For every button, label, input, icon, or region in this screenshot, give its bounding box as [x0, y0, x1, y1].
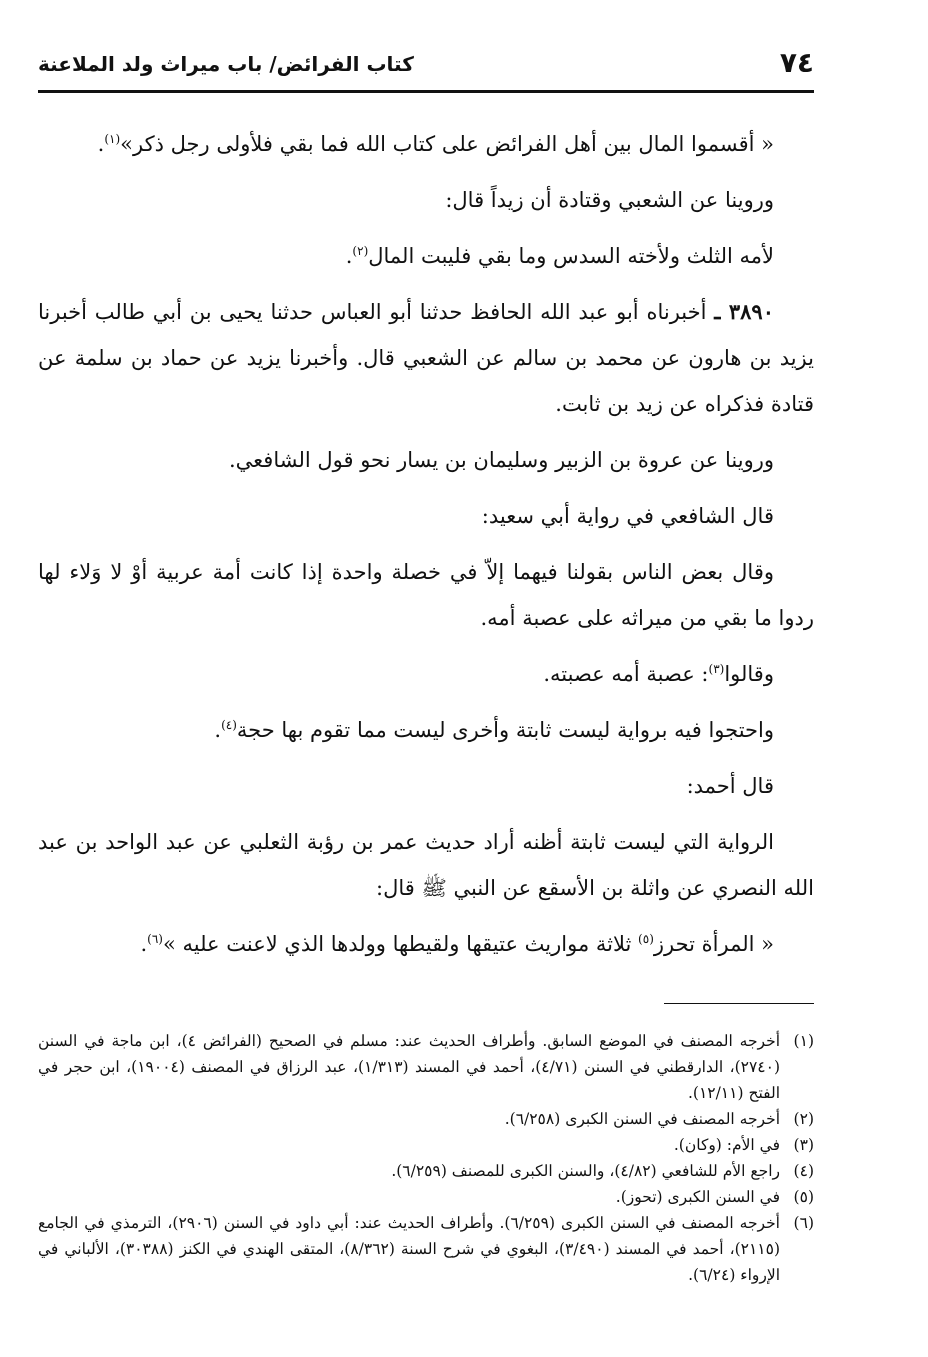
narration-paragraph — [38, 493, 814, 539]
paragraph-tail: . — [97, 132, 105, 156]
paragraph-text: وروينا عن الشعبي وقتادة أن زيداً قال: — [445, 188, 774, 212]
footnote-text: أخرجه المصنف في السنن الكبرى (٦/٢٥٨). — [504, 1110, 780, 1128]
paragraph-text: أخبرناه أبو عبد الله الحافظ حدثنا أبو العباس حدثنا يحيى بن أبي طالب أخبرنا يزيد بن هارون عن محمد بن سالم عن الشعبي قال. وأخبرنا يزيد عن حماد بن سلمة عن قتادة فذكراه عن زيد بن ثابت. — [38, 300, 814, 416]
footnote-text: في السنن الكبرى (تحوز). — [615, 1188, 780, 1206]
paragraph-text: واحتجوا فيه برواية ليست ثابتة وأخرى ليست مما تقوم بها حجة — [236, 718, 774, 742]
footnote — [38, 1210, 814, 1288]
footnote-number: (٥) — [793, 1188, 814, 1206]
footnote-number: (١) — [793, 1032, 814, 1050]
paragraph-tail: . — [345, 244, 353, 268]
footnote-number: (٦) — [793, 1214, 814, 1232]
footnote — [38, 1184, 814, 1210]
paragraph-text: ثلاثة مواريث عتيقها ولقيطها وولدها الذي لاعنت عليه » — [162, 932, 639, 956]
page-number: ٧٤ — [779, 46, 814, 79]
footnote-ref: (٥) — [638, 932, 654, 946]
footnote-text: في الأم: (وكان). — [673, 1136, 780, 1154]
paragraph-text: لأمه الثلث ولأخته السدس وما بقي فليبت المال — [368, 244, 774, 268]
footnote — [38, 1132, 814, 1158]
narration-paragraph — [38, 819, 814, 911]
paragraph-text: الرواية التي ليست ثابتة أظنه أراد حديث عمر بن رؤبة الثعلبي عن عبد الواحد بن عبد الله النصري عن واثلة بن الأسقع عن النبي ﷺ قال: — [38, 830, 814, 900]
narration-paragraph — [38, 177, 814, 223]
footnote — [38, 1106, 814, 1132]
paragraph-text: وروينا عن عروة بن الزبير وسليمان بن يسار نحو قول الشافعي. — [229, 448, 774, 472]
running-title: كتاب الفرائض/ باب ميراث ولد الملاعنة — [38, 52, 414, 76]
book-page — [38, 40, 814, 1288]
narration-paragraph — [38, 233, 814, 279]
paragraph-text: « المرأة تحرز — [653, 932, 774, 956]
footnote-text: أخرجه المصنف في الموضع السابق. وأطراف الحديث عند: مسلم في الصحيح (الفرائض ٤)، ابن ماجة في السنن (٢٧٤٠)، الدارقطني في السنن (٤/٧١)، أحمد في المسند (١/٣١٣)، عبد الرزاق في المصنف (١٩٠٠٤)، ابن حجر في الفتح (١٢/١١). — [38, 1032, 780, 1102]
paragraph-tail: : عصبة أمه عصبته. — [543, 662, 709, 686]
footnote-divider — [664, 1003, 814, 1004]
paragraph-text: « أقسموا المال بين أهل الفرائض على كتاب الله فما بقي فلأولى رجل ذكر» — [120, 132, 774, 156]
footnote — [38, 1158, 814, 1184]
main-text — [38, 121, 814, 967]
footnote-ref: (٦) — [147, 932, 163, 946]
paragraph-text: وقالوا — [724, 662, 774, 686]
narration-paragraph — [38, 651, 814, 697]
footnote-ref: (٢) — [352, 244, 369, 258]
footnote-text: راجع الأم للشافعي (٤/٨٢)، والسنن الكبرى للمصنف (٦/٢٥٩). — [391, 1162, 780, 1180]
paragraph-text: قال أحمد: — [686, 774, 774, 798]
hadith-paragraph — [38, 289, 814, 427]
footnote-text: أخرجه المصنف في السنن الكبرى (٦/٢٥٩). وأطراف الحديث عند: أبي داود في السنن (٢٩٠٦)، الترمذي في الجامع (٢١١٥)، أحمد في المسند (٣/٤٩٠)، البغوي في شرح السنة (٨/٣٦٢)، المتقى الهندي في الكنز (٣٠٣٨٨)، الألباني في الإرواء (٦/٢٤). — [38, 1214, 780, 1284]
paragraph-tail: . — [140, 932, 148, 956]
narration-paragraph — [38, 763, 814, 809]
footnote — [38, 1028, 814, 1106]
footnote-number: (٢) — [793, 1110, 814, 1128]
paragraph-text: وقال بعض الناس بقولنا فيهما إلاّ في خصلة واحدة إذا كانت أمة عربية أوْ لا وَلاء لها ردوا ما بقي من ميراثه على عصبة أمه. — [38, 560, 814, 630]
footnote-ref: (٣) — [708, 662, 725, 676]
paragraph-text: قال الشافعي في رواية أبي سعيد: — [481, 504, 774, 528]
running-header — [38, 40, 814, 93]
footnote-ref: (١) — [104, 132, 121, 146]
hadith-number: ٣٨٩٠ ـ — [714, 299, 774, 324]
footnote-number: (٤) — [793, 1162, 814, 1180]
paragraph-tail: . — [214, 718, 222, 742]
footnote-number: (٣) — [793, 1136, 814, 1154]
narration-paragraph — [38, 707, 814, 753]
hadith-quote-paragraph — [38, 121, 814, 167]
hadith-quote-paragraph — [38, 921, 814, 967]
narration-paragraph — [38, 437, 814, 483]
footnote-ref: (٤) — [221, 718, 237, 732]
narration-paragraph — [38, 549, 814, 641]
footnotes — [38, 1028, 814, 1288]
